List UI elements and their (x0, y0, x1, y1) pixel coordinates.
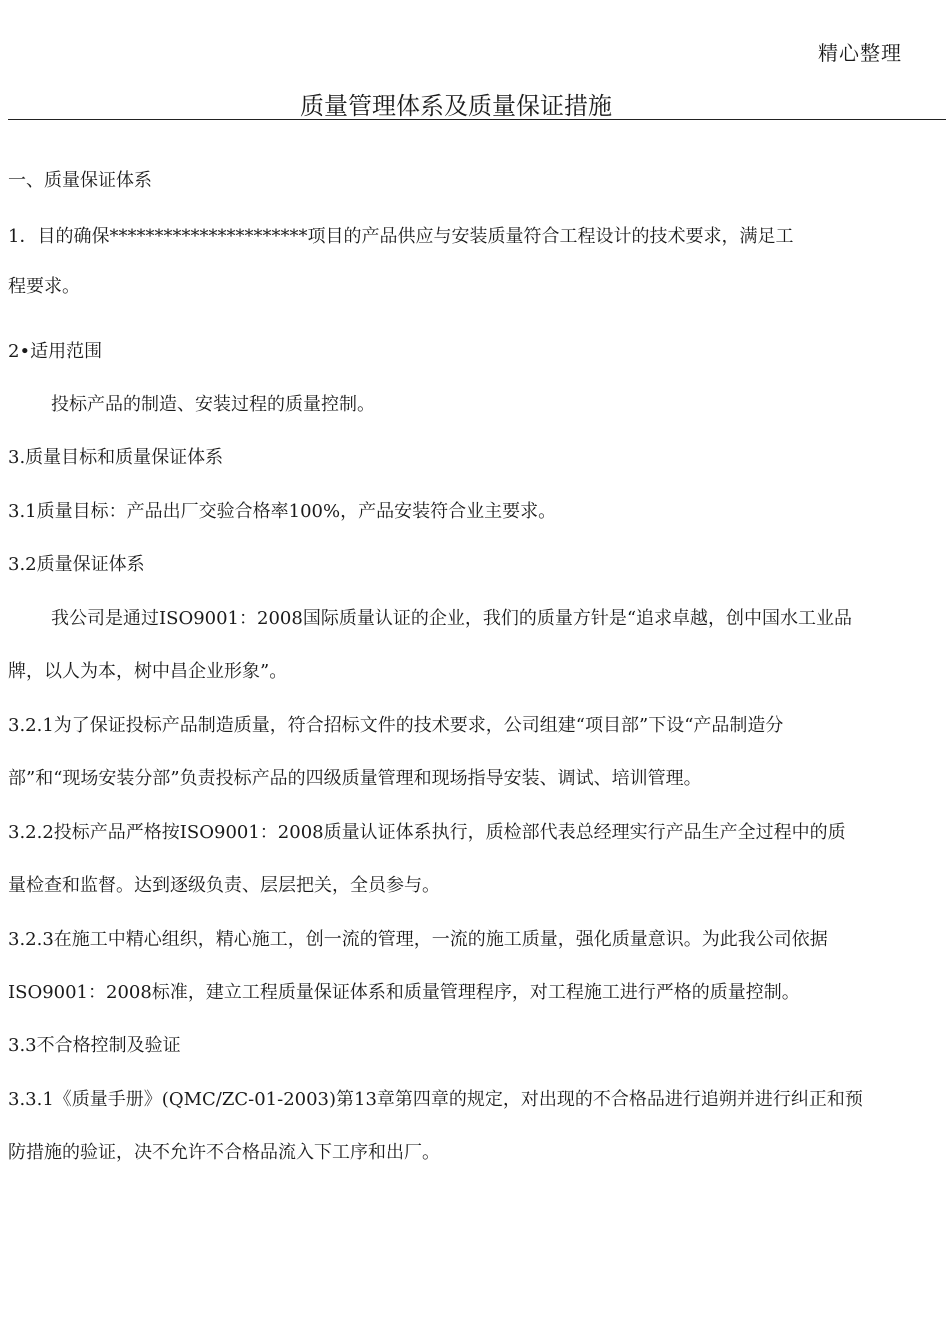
section-2-heading: 2•适用范围 (8, 341, 103, 362)
section-3-2-heading: 3.2质量保证体系 (8, 554, 145, 575)
section-3-2-2-line-2: 量检查和监督。达到逐级负责、层层把关，全员参与。 (8, 875, 440, 896)
section-3-2-3-line-1: 3.2.3在施工中精心组织，精心施工，创一流的管理，一流的施工质量，强化质量意识。为此我公司依据 (8, 929, 828, 950)
document-title: 质量管理体系及质量保证措施 (300, 92, 612, 120)
section-3-3-1-line-1: 3.3.1《质量手册》(QMC/ZC-01-2003)第13章第四章的规定，对出现的不合格品进行追朔并进行纠正和预 (8, 1089, 863, 1110)
section-3-2-1-line-2: 部”和“现场安装分部”负责投标产品的四级质量管理和现场指导安装、调试、培训管理。 (8, 768, 702, 789)
section-3-2-1-line-1: 3.2.1为了保证投标产品制造质量，符合招标文件的技术要求，公司组建“项目部”下设“产品制造分 (8, 715, 784, 736)
section-1-1-line-2: 程要求。 (8, 276, 80, 297)
section-3-2-2-line-1: 3.2.2投标产品严格按ISO9001：2008质量认证体系执行，质检部代表总经理实行产品生产全过程中的质 (8, 822, 846, 843)
section-3-3-heading: 3.3不合格控制及验证 (8, 1035, 181, 1056)
section-3-2-3-line-2: ISO9001：2008标准，建立工程质量保证体系和质量管理程序，对工程施工进行严格的质量控制。 (8, 982, 800, 1003)
section-3-3-1-line-2: 防措施的验证，决不允许不合格品流入下工序和出厂。 (8, 1142, 440, 1163)
section-3-2-line-2: 牌，以人为本，树中昌企业形象”。 (8, 661, 288, 682)
section-3-heading: 3.质量目标和质量保证体系 (8, 447, 224, 468)
section-1-1-line-1: 1．目的确保**********************项目的产品供应与安装质量符合工程设计的技术要求，满足工 (8, 226, 794, 247)
corner-note: 精心整理 (818, 41, 902, 65)
section-3-1-text: 3.1质量目标：产品出厂交验合格率100%，产品安装符合业主要求。 (8, 501, 557, 522)
section-1-heading: 一、质量保证体系 (8, 170, 152, 191)
section-3-2-line-1: 我公司是通过ISO9001：2008国际质量认证的企业，我们的质量方针是“追求卓越，创中国水工业品 (51, 608, 853, 629)
section-2-text: 投标产品的制造、安装过程的质量控制。 (51, 394, 375, 415)
title-divider (8, 119, 946, 120)
